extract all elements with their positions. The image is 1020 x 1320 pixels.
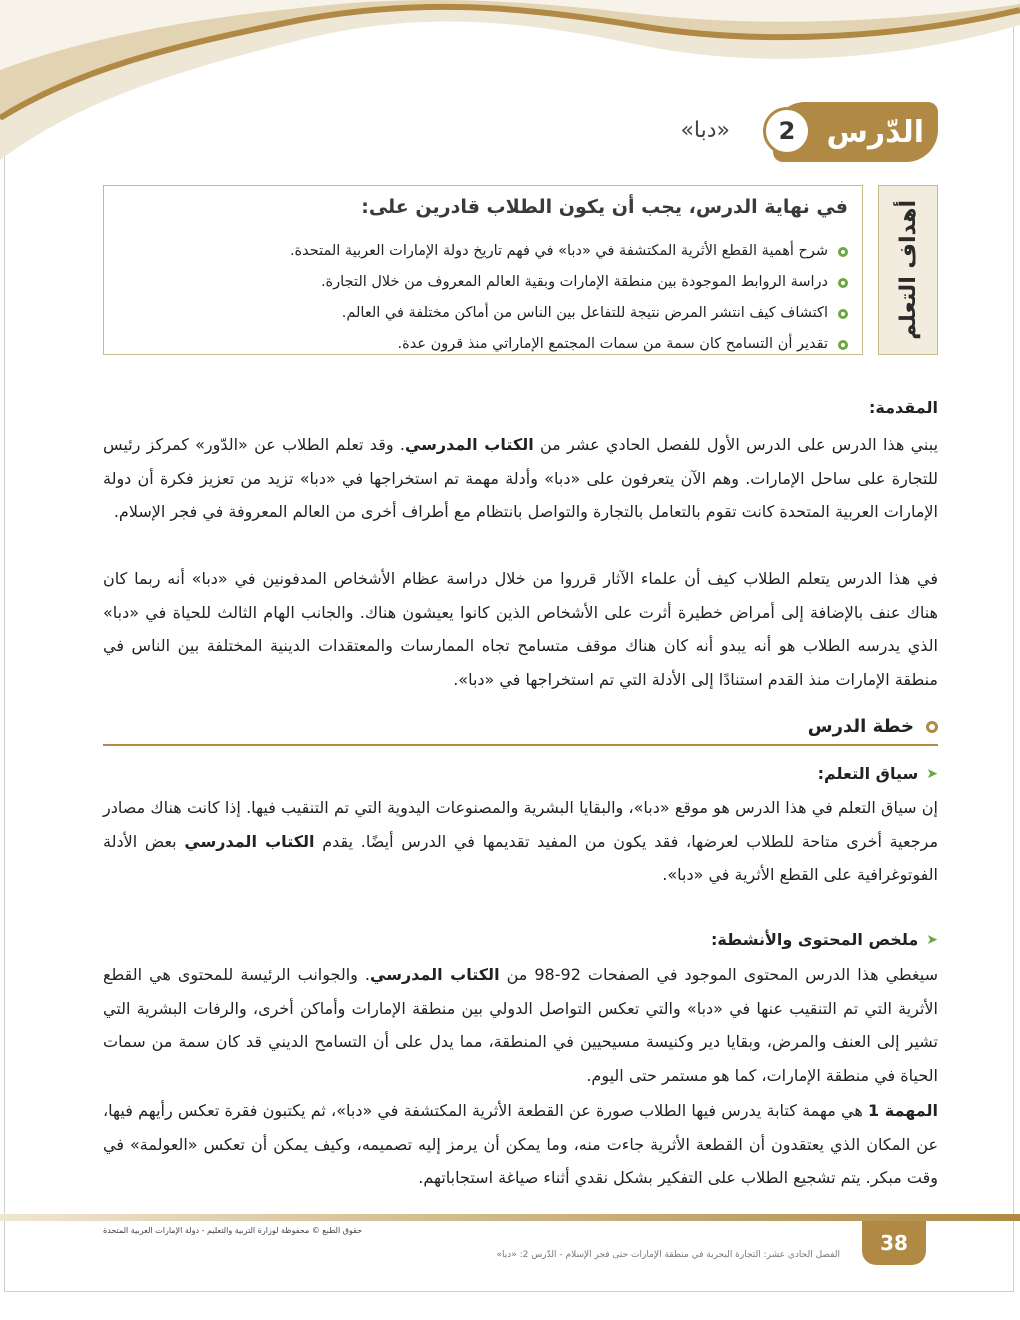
objectives-box <box>103 185 863 355</box>
learning-context-heading: ➤ سياق التعلم: <box>817 764 938 783</box>
circle-marker-icon <box>926 721 938 733</box>
lesson-word: الدّرس <box>826 114 924 150</box>
intro-paragraph-1: يبني هذا الدرس على الدرس الأول للفصل الحادي عشر من الكتاب المدرسي. وقد تعلم الطلاب عن «الدّور» كمركز رئيس للتجارة على ساحل الإمارات. وهم الآن يتعرفون على «دبا» وأدلة مهمة تم استخراجها في «دبا» تزيد من تعزيز فكرة أن دولة الإمارات العربية المتحدة كانت تقوم بالتعامل بالتجارة والتواصل بانتظام مع أطراف أخرى من العالم المعروفة في فجر الإسلام. <box>103 435 939 521</box>
page-number: 38 <box>862 1221 926 1265</box>
intro-label: المقدمة: <box>869 398 938 417</box>
objectives-side-text: أهداف التعلم <box>895 200 921 340</box>
content-summary-heading: ➤ ملخص المحتوى والأنشطة: <box>711 930 938 949</box>
circle-bullet-icon <box>838 247 848 257</box>
objectives-heading: في نهاية الدرس، يجب أن يكون الطلاب قادرين على: <box>361 196 848 218</box>
objective-item: شرح أهمية القطع الأثرية المكتشفة في «دبا» في فهم تاريخ دولة الإمارات العربية المتحدة. <box>290 236 848 267</box>
task-1-paragraph: المهمة 1 هي مهمة كتابة يدرس فيها الطلاب صورة عن القطعة الأثرية المكتشفة في «دبا»، ثم يكتبون فقرة تعكس رأيهم فيها، عن المكان الذي يعتقدون أن القطعة الأثرية جاءت منه، وما يمكن أن يرمز إليه تصميمه، وكيف يمكن أن تعكس «العولمة» في وقت مبكر. يتم تشجيع الطلاب على التفكير بشكل نقدي أثناء صياغة استجاباتهم. <box>103 1101 939 1187</box>
objectives-list <box>290 236 848 360</box>
arrow-bullet-icon: ➤ <box>926 765 938 782</box>
footer-rule <box>0 1214 1020 1221</box>
circle-bullet-icon <box>838 278 848 288</box>
objectives-side-label <box>878 185 938 355</box>
circle-bullet-icon <box>838 340 848 350</box>
learning-context-paragraph: إن سياق التعلم في هذا الدرس هو موقع «دبا»، والبقايا البشرية والمصنوعات اليدوية التي تم التنقيب فيها. إذا كانت هناك مصادر مرجعية أخرى متاحة للطلاب لعرضها، فقد يكون من المفيد تقديمها في الدرس أيضًا. يقدم الكتاب المدرسي بعض الأدلة الفوتوغرافية على القطع الأثرية في «دبا». <box>103 798 939 884</box>
footer-breadcrumb: الفصل الحادي عشر: التجارة البحرية في منطقة الإمارات حتى فجر الإسلام - الدّرس 2: «دبا» <box>496 1250 840 1260</box>
objective-item: اكتشاف كيف انتشر المرض نتيجة للتفاعل بين الناس من أماكن مختلفة في العالم. <box>290 298 848 329</box>
section-divider <box>103 744 938 746</box>
objective-item: تقدير أن التسامح كان سمة من سمات المجتمع الإماراتي منذ قرون عدة. <box>290 329 848 360</box>
lesson-title-badge <box>773 102 938 162</box>
circle-bullet-icon <box>838 309 848 319</box>
intro-paragraph-2: في هذا الدرس يتعلم الطلاب كيف أن علماء الآثار قرروا من خلال دراسة عظام الأشخاص المدفونين في «دبا» أنه ربما كان هناك عنف بالإضافة إلى أمراض خطيرة أثرت على الأشخاص الذين كانوا يعيشون هناك. والجانب الهام الثالث للحياة في «دبا» الذي يدرسه الطلاب هو أنه يبدو أنه كان هناك موقف متسامح تجاه الممارسات والمعتقدات الدينية المختلفة بين الناس في منطقة الإمارات منذ القدم استنادًا إلى الأدلة التي تم استخراجها في «دبا». <box>103 569 938 689</box>
arrow-bullet-icon: ➤ <box>926 931 938 948</box>
objective-item: دراسة الروابط الموجودة بين منطقة الإمارات وبقية العالم المعروف من خلال التجارة. <box>290 267 848 298</box>
lesson-name: «دبا» <box>680 118 730 143</box>
lesson-plan-heading: خطة الدرس <box>808 716 938 737</box>
lesson-number: 2 <box>763 107 811 155</box>
content-summary-paragraph: سيغطي هذا الدرس المحتوى الموجود في الصفحات 92-98 من الكتاب المدرسي. والجوانب الرئيسة للمحتوى هي القطع الأثرية التي تم التنقيب عنها في «دبا» والتي تعكس التواصل الدولي بين منطقة الإمارات وأماكن أخرى، والرفات البشرية التي تشير إلى العنف والمرض، وبقايا دير وكنيسة مسيحيين في المنطقة، مما يدل على أن التسامح الديني قد كان سمة من سمات الحياة في منطقة الإمارات، كما هو مستمر حتى اليوم. <box>103 965 938 1085</box>
footer-copyright: حقوق الطبع © محفوظة لوزارة التربية والتعليم - دولة الإمارات العربية المتحدة <box>103 1226 363 1235</box>
